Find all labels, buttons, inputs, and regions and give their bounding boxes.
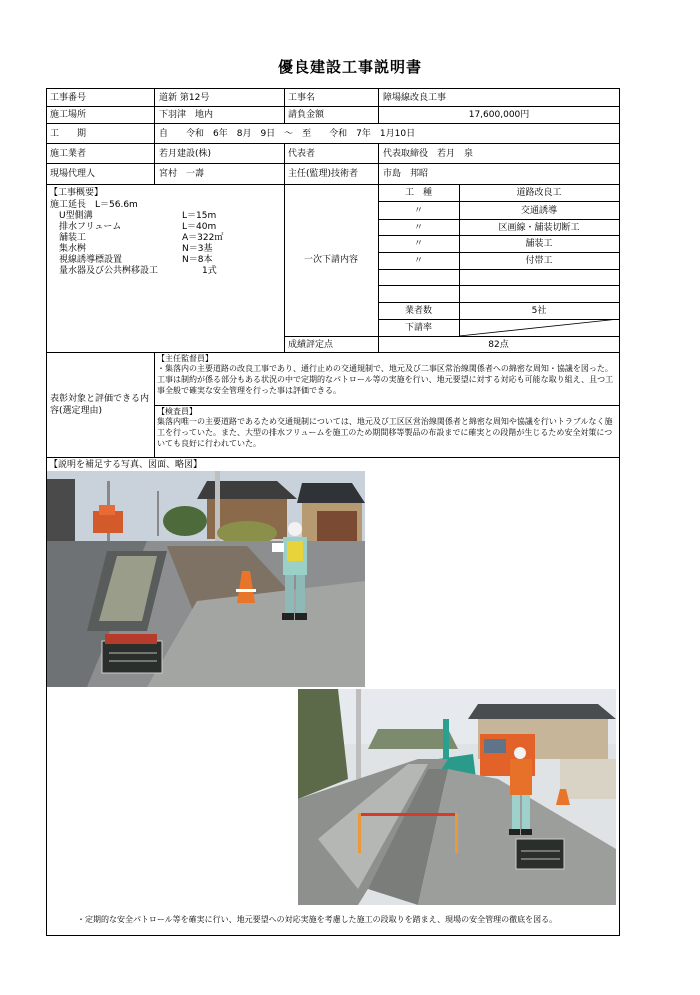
overview-line: U型側溝: [50, 211, 93, 221]
gyosha-value: 若月建設(株): [159, 149, 212, 159]
subcontract-label: 一次下請内容: [303, 255, 358, 265]
evaluation-label: 表彰対象と評価できる内容(選定理由): [50, 394, 150, 416]
kind-value: 区画線・舗装切断工: [498, 223, 580, 233]
supervisor-text: ・集落内の主要道路の改良工事であり、通行止めの交通規制で、地元及び二事区常治線関係者への綿密な周知・協議を図った。工事は制約が係る部分もある状況の中で定期的なパトロール等の実施を行い、地元要望に対する対応も可能な取り組え、且つ工事全般で確実な安全管理を行った事は評価できる。: [157, 364, 614, 395]
overview-line: 視線誘導標設置: [50, 255, 123, 265]
overview-line: 集水桝: [50, 244, 87, 254]
overview-header: 【工事概要】: [49, 188, 104, 198]
koji-bango-label: 工事番号: [50, 93, 87, 103]
site-photo-1: [47, 471, 365, 687]
overview-value: L＝15m: [182, 211, 217, 221]
ditto-mark: 〃: [413, 239, 423, 249]
overview-value: N＝8本: [182, 255, 213, 265]
count-label: 業者数: [404, 306, 432, 316]
koji-mei-value: 障場線改良工事: [383, 93, 447, 103]
ukeoi-label: 請負金額: [288, 110, 325, 120]
kind-value: 舗装工: [525, 239, 553, 249]
overview-line: 量水器及び公共桝移設工: [50, 266, 159, 276]
kind-value: 道路改良工: [516, 188, 562, 198]
koki-label: 工 期: [50, 129, 87, 139]
form-frame: [46, 88, 620, 936]
ukeoi-value: 17,600,000円: [468, 110, 530, 120]
overview-line: 舗装工: [50, 233, 87, 243]
overview-value: 1式: [202, 266, 217, 276]
basho-label: 施工場所: [50, 110, 87, 120]
basho-value: 下羽津 地内: [159, 110, 214, 120]
koji-bango-value: 道新 第12号: [159, 93, 210, 103]
ditto-mark: 〃: [413, 223, 423, 233]
overview-line: 施工延長 L＝56.6m: [50, 200, 138, 210]
genba-value: 宮村 一壽: [159, 169, 205, 179]
ditto-mark: 〃: [413, 256, 423, 266]
photo-section-header: 【説明を補足する写真、図面、略図】: [49, 460, 203, 470]
shunin-label: 主任(監理)技術者: [288, 169, 359, 179]
overview-line: 排水フリューム: [50, 222, 122, 232]
kind-label: 工 種: [404, 188, 432, 198]
koji-mei-label: 工事名: [288, 93, 316, 103]
sub-rate-diagonal: [459, 319, 619, 336]
document-title: 優良建設工事説明書: [277, 58, 422, 76]
genba-label: 現場代理人: [50, 169, 96, 179]
daihyo-value: 代表取締役 若月 泉: [383, 149, 474, 159]
overview-value: L＝40m: [182, 222, 217, 232]
inspector-header: 【検査員】: [157, 407, 197, 416]
footer-note: ・定期的な安全パトロール等を確実に行い、地元要望への対応実施を考慮した施工の段取りを踏まえ、現場の安全管理の徹底を図る。: [77, 915, 558, 924]
kind-value: 付帯工: [525, 256, 553, 266]
inspector-text: 集落内唯一の主要道路であるため交通規制については、地元及び工区区営治線関係者と綿密な周知や協議を行いトラブルなく施工を行っていた。また、大型の排水フリュームを施工のため期間移等製品の布設までに確実との段階が生じるため安全対策についても良好に行われていた。: [157, 417, 613, 448]
koki-value: 自 令和 6年 8月 9日 ～ 至 令和 7年 1月10日: [159, 129, 416, 139]
shunin-value: 市島 邦昭: [383, 169, 429, 179]
kind-value: 交通誘導: [520, 206, 557, 216]
score-label: 成績評定点: [288, 340, 334, 350]
count-value: 5社: [531, 306, 547, 316]
supervisor-header: 【主任監督員】: [157, 354, 213, 363]
ditto-mark: 〃: [413, 206, 423, 216]
gyosha-label: 施工業者: [50, 149, 87, 159]
overview-value: A＝322㎡: [182, 233, 224, 243]
sub-rate-label: 下請率: [404, 323, 432, 333]
site-photo-2: [298, 689, 616, 905]
overview-value: N＝3基: [182, 244, 213, 254]
score-value: 82点: [488, 340, 509, 350]
daihyo-label: 代表者: [288, 149, 316, 159]
